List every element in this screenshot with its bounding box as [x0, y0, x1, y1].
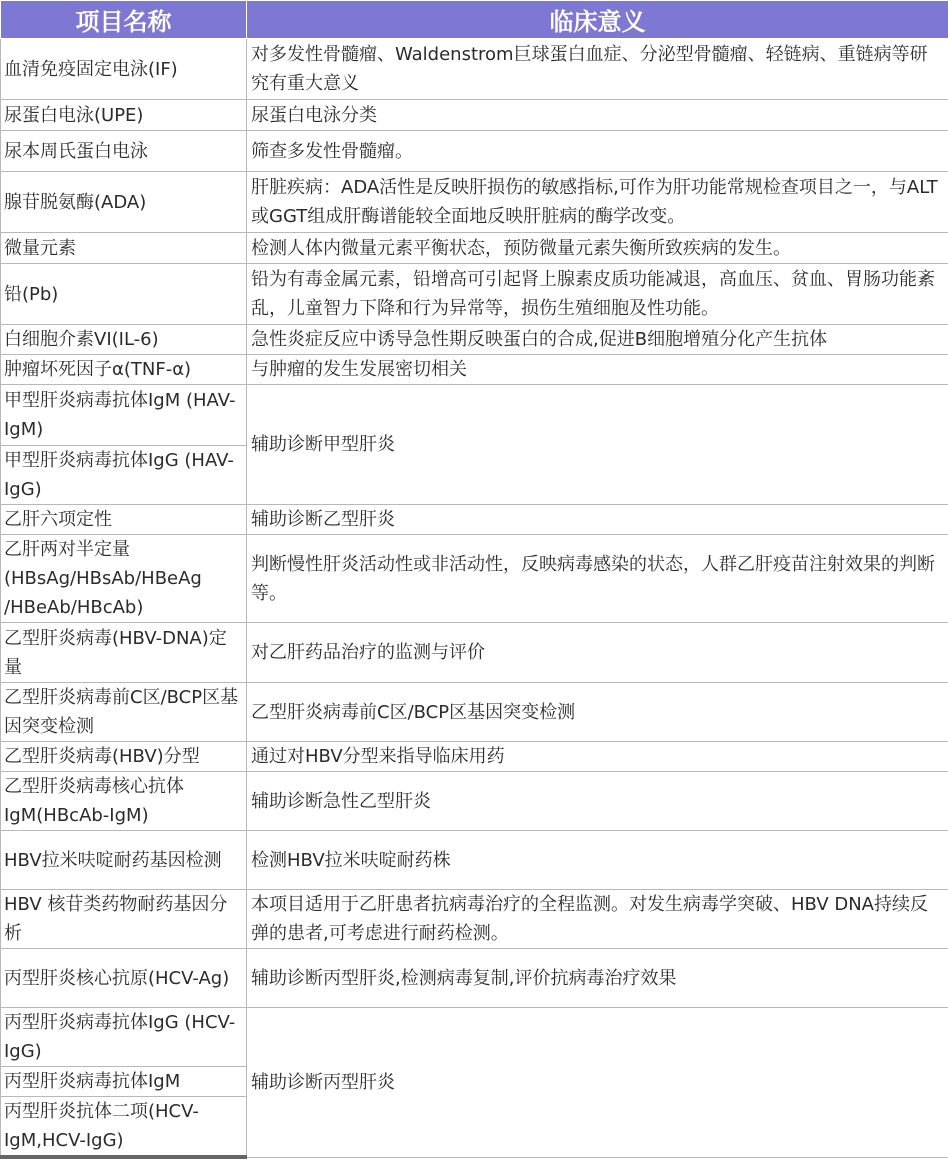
table-row	[1, 355, 948, 385]
table-row	[1, 742, 948, 772]
item-name: 甲型肝炎病毒抗体IgG (HAV-IgG)	[1, 446, 247, 505]
item-name: 丙型肝炎抗体二项(HCV-IgM,HCV-IgG)	[1, 1097, 247, 1158]
table-row	[1, 264, 948, 325]
item-name: 甲型肝炎病毒抗体IgM (HAV-IgM)	[1, 385, 247, 446]
item-significance: 对乙肝药品治疗的监测与评价	[247, 623, 948, 683]
table-row	[1, 949, 948, 1008]
table-row	[1, 831, 948, 890]
table-row	[1, 683, 948, 742]
item-significance: 通过对HBV分型来指导临床用药	[247, 742, 948, 772]
item-name: HBV 核苷类药物耐药基因分析	[1, 890, 247, 949]
table-row	[1, 172, 948, 233]
table-row	[1, 100, 948, 131]
header-row	[1, 1, 948, 39]
item-name: 肿瘤坏死因子α(TNF-α)	[1, 355, 247, 385]
item-name: 血清免疫固定电泳(IF)	[1, 39, 247, 100]
table-row	[1, 623, 948, 683]
item-name: 腺苷脱氨酶(ADA)	[1, 172, 247, 233]
item-name: 丙型肝炎核心抗原(HCV-Ag)	[1, 949, 247, 1008]
header-item-name: 项目名称	[1, 1, 247, 39]
item-name: 尿蛋白电泳(UPE)	[1, 100, 247, 131]
table-row	[1, 1008, 948, 1067]
item-significance: 辅助诊断甲型肝炎	[247, 385, 948, 505]
item-significance: 筛查多发性骨髓瘤。	[247, 131, 948, 172]
item-name: 白细胞介素VI(IL-6)	[1, 325, 247, 355]
table-row	[1, 233, 948, 264]
item-significance: 对多发性骨髓瘤、Waldenstrom巨球蛋白血症、分泌型骨髓瘤、轻链病、重链病等研究有重大意义	[247, 39, 948, 100]
item-name: 微量元素	[1, 233, 247, 264]
item-name: 丙型肝炎病毒抗体IgM	[1, 1067, 247, 1097]
table-row	[1, 39, 948, 100]
item-name: 丙型肝炎病毒抗体IgG (HCV-IgG)	[1, 1008, 247, 1067]
item-name: 乙型肝炎病毒(HBV-DNA)定量	[1, 623, 247, 683]
item-significance: 辅助诊断丙型肝炎	[247, 1008, 948, 1158]
item-significance: 本项目适用于乙肝患者抗病毒治疗的全程监测。对发生病毒学突破、HBV DNA持续反弹的患者,可考虑进行耐药检测。	[247, 890, 948, 949]
item-significance: 辅助诊断丙型肝炎,检测病毒复制,评价抗病毒治疗效果	[247, 949, 948, 1008]
item-significance: 尿蛋白电泳分类	[247, 100, 948, 131]
table-row	[1, 325, 948, 355]
table-row	[1, 890, 948, 949]
item-name: 铅(Pb)	[1, 264, 247, 325]
item-name: HBV拉米呋啶耐药基因检测	[1, 831, 247, 890]
table-row	[1, 535, 948, 623]
item-significance: 辅助诊断急性乙型肝炎	[247, 772, 948, 831]
item-name: 尿本周氏蛋白电泳	[1, 131, 247, 172]
item-significance: 检测HBV拉米呋啶耐药株	[247, 831, 948, 890]
table-row	[1, 131, 948, 172]
header-clinical-significance: 临床意义	[247, 1, 948, 39]
item-significance: 辅助诊断乙型肝炎	[247, 505, 948, 535]
item-significance: 肝脏疾病：ADA活性是反映肝损伤的敏感指标,可作为肝功能常规检查项目之一，与ALT或GGT组成肝酶谱能较全面地反映肝脏病的酶学改变。	[247, 172, 948, 233]
item-name: 乙肝两对半定量(HBsAg/HBsAb/HBeAg /HBeAb/HBcAb)	[1, 535, 247, 623]
item-significance: 乙型肝炎病毒前C区/BCP区基因突变检测	[247, 683, 948, 742]
table-row	[1, 385, 948, 446]
item-name: 乙肝六项定性	[1, 505, 247, 535]
item-significance: 铅为有毒金属元素，铅增高可引起肾上腺素皮质功能减退，高血压、贫血、胃肠功能紊乱，儿童智力下降和行为异常等，损伤生殖细胞及性功能。	[247, 264, 948, 325]
table-row	[1, 505, 948, 535]
item-name: 乙型肝炎病毒前C区/BCP区基因突变检测	[1, 683, 247, 742]
item-significance: 急性炎症反应中诱导急性期反映蛋白的合成,促进B细胞增殖分化产生抗体	[247, 325, 948, 355]
item-name: 乙型肝炎病毒(HBV)分型	[1, 742, 247, 772]
item-significance: 与肿瘤的发生发展密切相关	[247, 355, 948, 385]
item-significance: 检测人体内微量元素平衡状态，预防微量元素失衡所致疾病的发生。	[247, 233, 948, 264]
table-row	[1, 772, 948, 831]
item-name: 乙型肝炎病毒核心抗体IgM(HBcAb-IgM)	[1, 772, 247, 831]
item-significance: 判断慢性肝炎活动性或非活动性，反映病毒感染的状态，人群乙肝疫苗注射效果的判断等。	[247, 535, 948, 623]
